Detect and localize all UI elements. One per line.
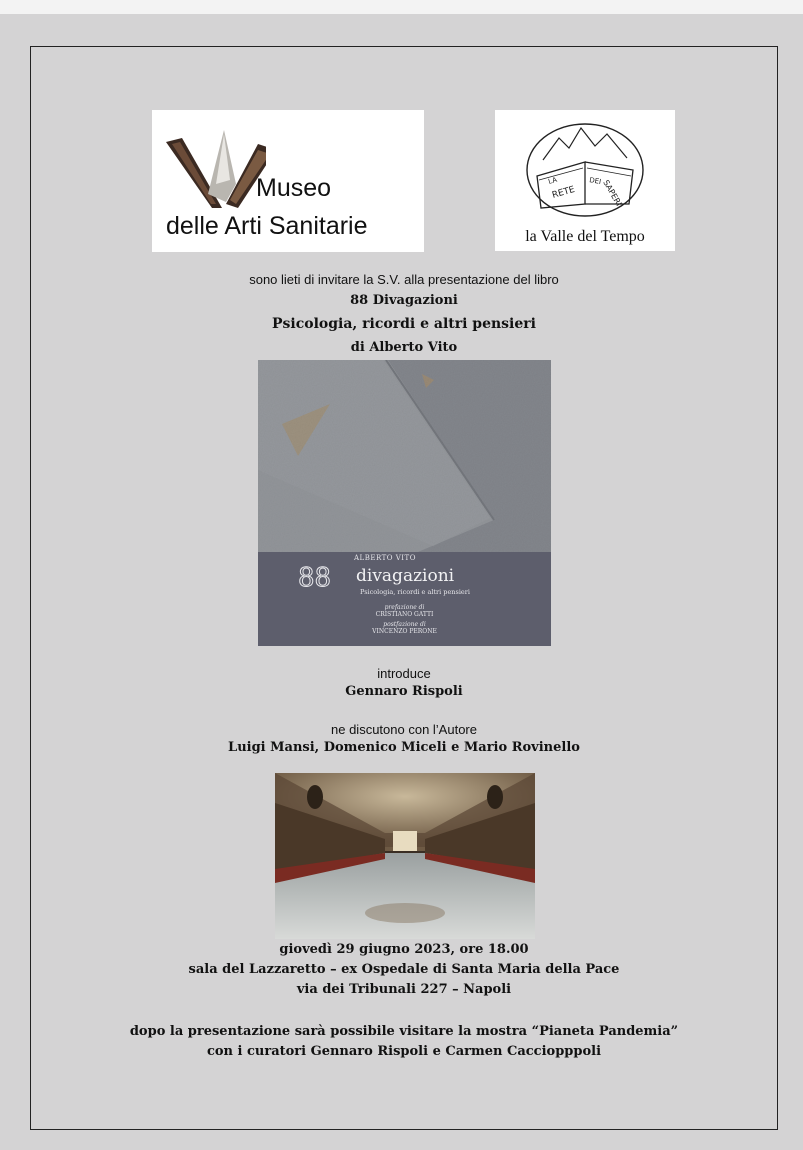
rete-dei-saperi-book-icon [515,118,655,218]
valle-del-tempo-logo [495,110,675,251]
event-date: giovedì 29 giugno 2023, ore 18.00 [279,942,529,957]
museo-logo [152,110,424,252]
museo-logo-line1: Museo [256,174,332,202]
book-subtitle: Psicologia, ricordi e altri pensieri [272,316,536,332]
museo-logo-line2: delle Arti Sanitarie [166,212,368,240]
cover-postface-name: VINCENZO PERONE [372,628,437,635]
book-word-la: LA [547,175,559,186]
cover-title: divagazioni [356,566,455,586]
event-address: via dei Tribunali 227 – Napoli [296,982,512,997]
discuss-label: ne discutono con l’Autore [331,722,477,737]
book-word-dei: DEI [588,176,602,187]
book-cover [258,360,551,646]
top-bar [0,0,803,14]
cover-number: 88 [298,563,332,593]
cover-preface-name: CRISTIANO GATTI [375,611,434,618]
cover-author: ALBERTO VITO [354,554,416,562]
event-venue: sala del Lazzaretto – ex Ospedale di Santa Maria della Pace [188,962,620,977]
introduce-label: introduce [377,666,431,681]
museo-v-logo-icon [166,124,266,210]
exhibition-note-line2: con i curatori Gennaro Rispoli e Carmen Cacciopppoli [206,1044,602,1059]
book-title: 88 Divagazioni [350,293,458,308]
book-author-line: di Alberto Vito [350,340,458,355]
exhibition-note-line1: dopo la presentazione sarà possibile visitare la mostra “Pianeta Pandemia” [129,1024,679,1039]
invite-intro: sono lieti di invitare la S.V. alla presentazione del libro [249,272,559,287]
discussants: Luigi Mansi, Domenico Miceli e Mario Rovinello [228,740,580,755]
cover-preface-label: prefazione di [384,604,425,611]
valle-del-tempo-caption: la Valle del Tempo [525,228,645,245]
lazzaretto-hall-photo [275,773,535,939]
cover-stone-image [258,360,551,552]
book-word-rete: RETE [551,184,577,201]
cover-subtitle: Psicologia, ricordi e altri pensieri [360,588,470,596]
cover-postface-label: postfazione di [383,621,426,628]
book-word-saperi: SAPERI [601,178,624,208]
introducer-name: Gennaro Rispoli [345,684,463,699]
